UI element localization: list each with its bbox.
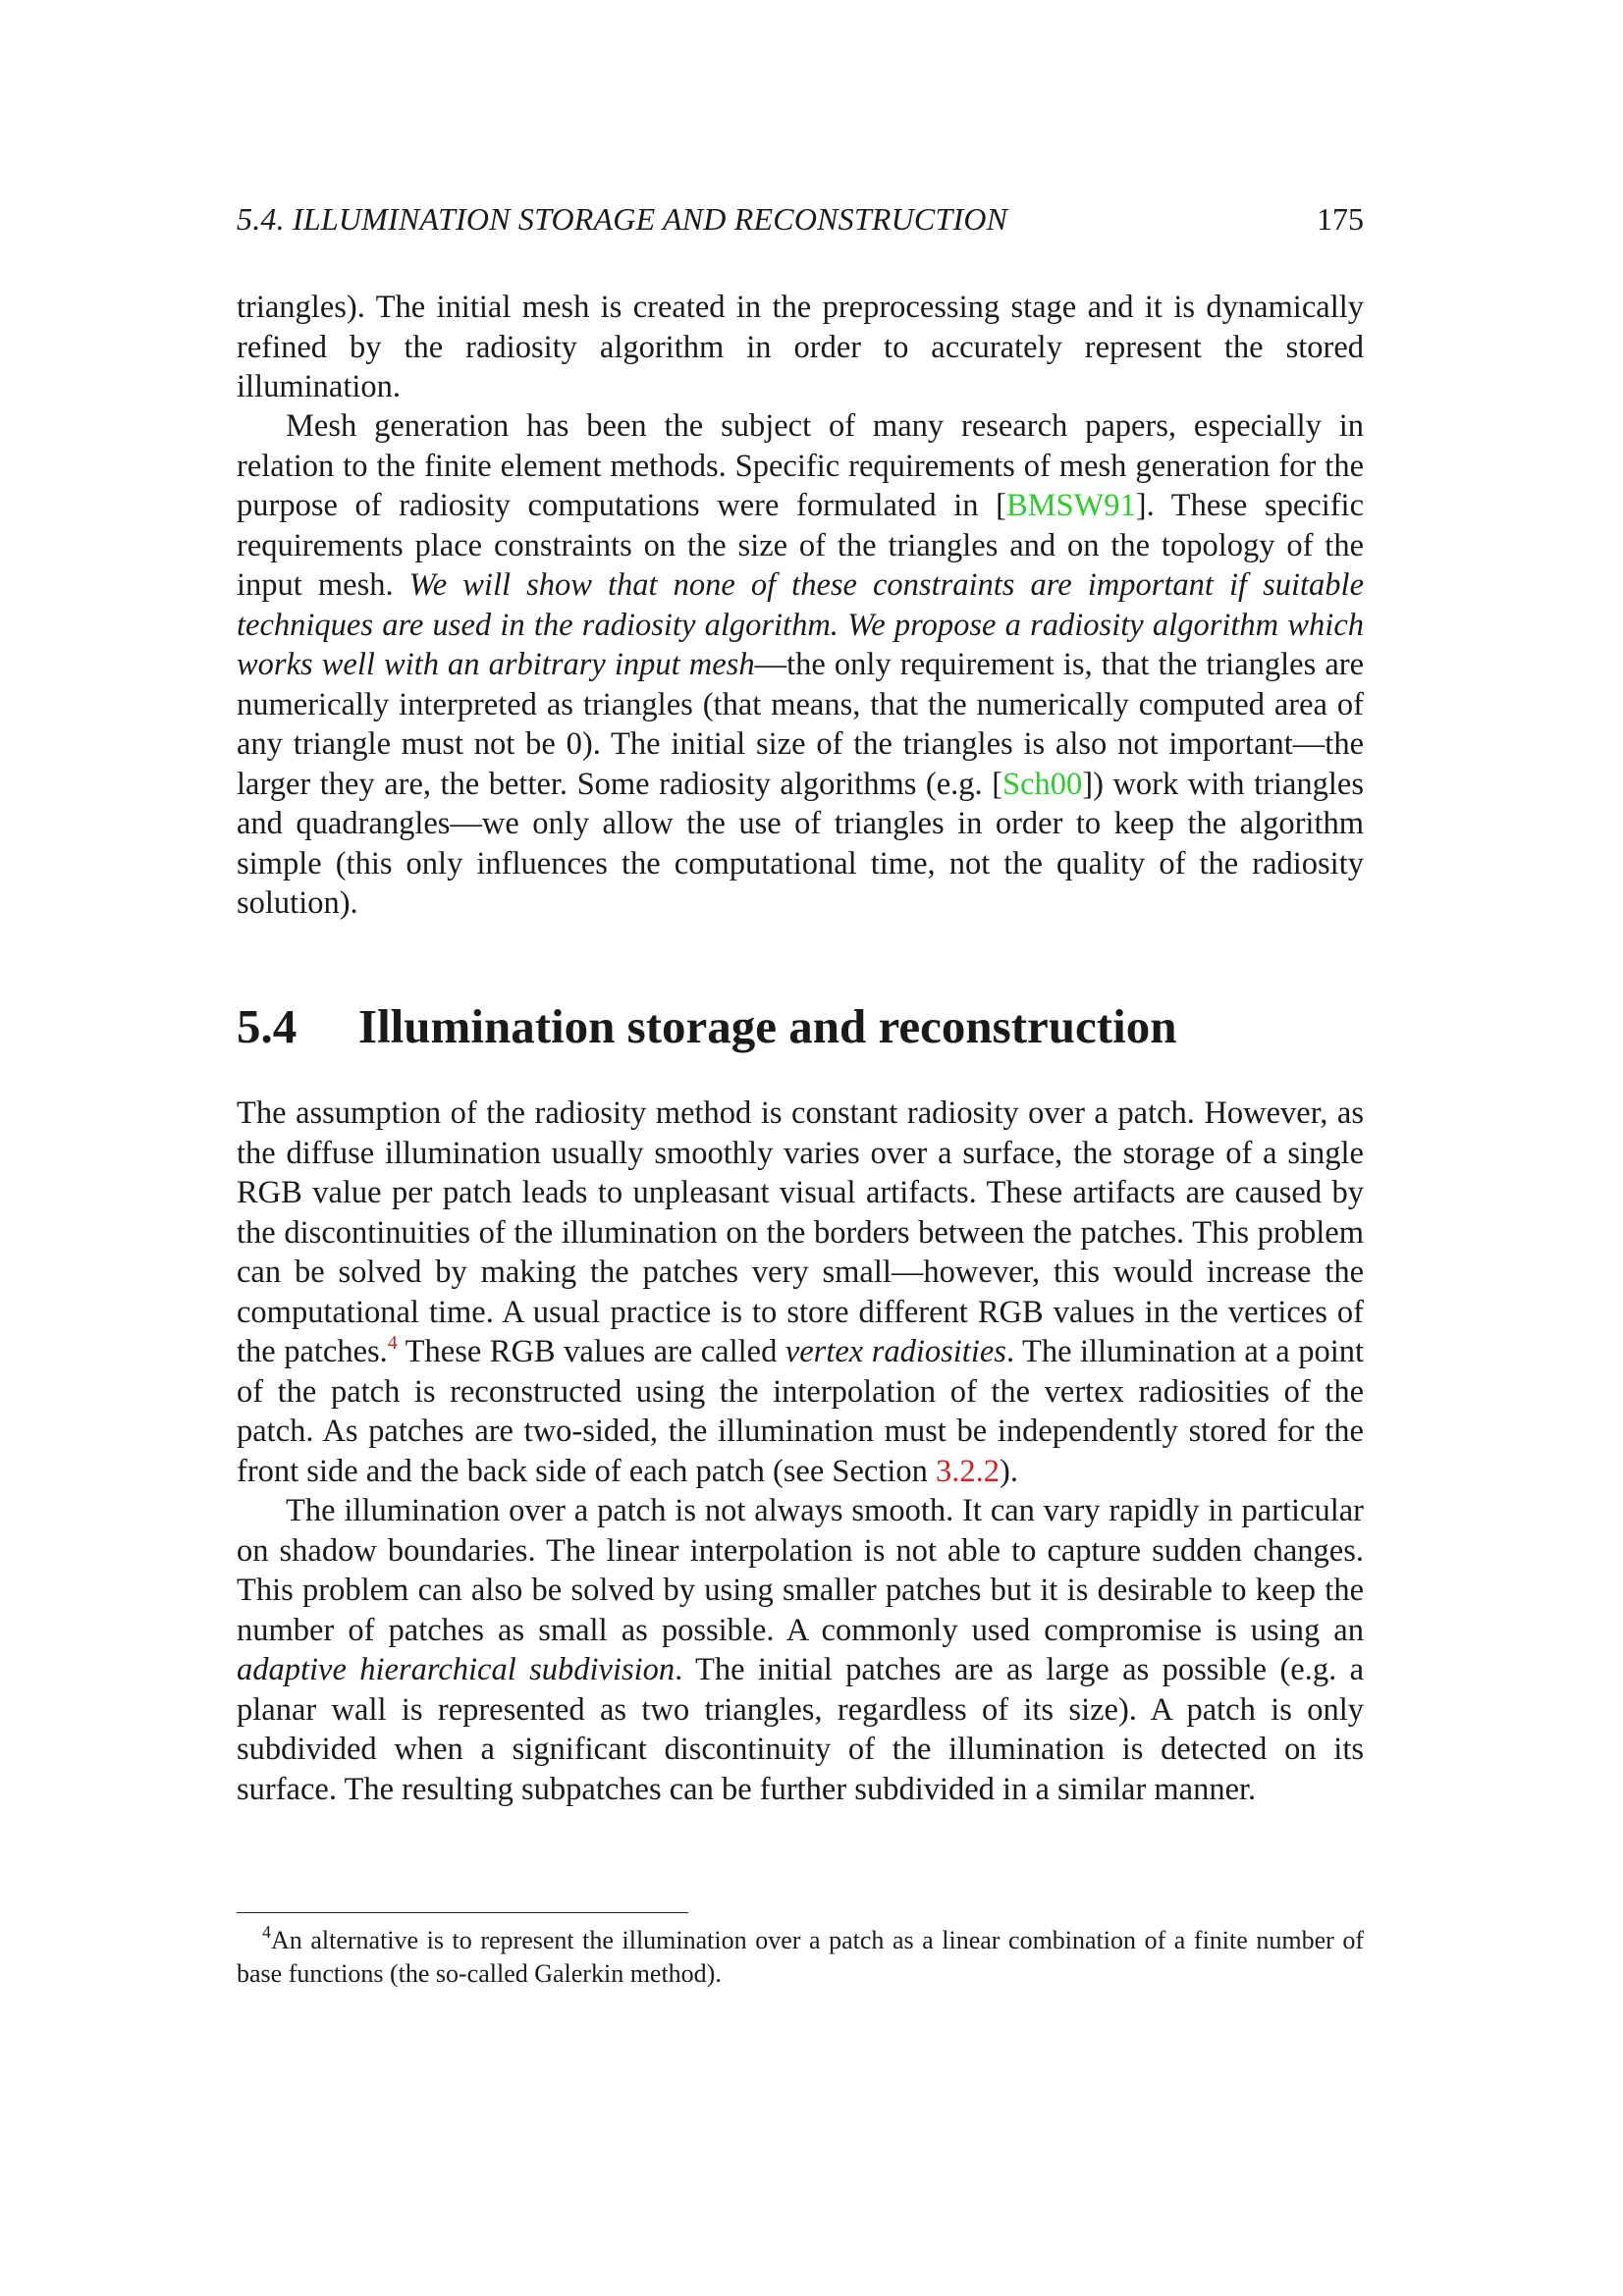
- section-3-2-2-link[interactable]: 3.2.2: [936, 1453, 1001, 1489]
- section-number: 5.4: [237, 999, 298, 1053]
- running-header: [237, 197, 1364, 240]
- paragraph-1-text: triangles). The initial mesh is created in the preprocessing stage and it is dynamically refined by the radiosity algorithm in order to accurately represent the stored illumination.: [237, 290, 1364, 404]
- section-title: Illumination storage and reconstruction: [358, 999, 1177, 1053]
- para4-text-1: The illumination over a patch is not always smooth. It can vary rapidly in particular on shadow boundaries. The linear interpolation is not able to capture sudden changes. This problem can also be solved by using smaller patches but it is desirable to keep the number of patches as small as possible. A commonly used compromise is using an: [237, 1493, 1364, 1648]
- running-title: 5.4. ILLUMINATION STORAGE AND RECONSTRUCTION: [237, 201, 1008, 237]
- para3-text-1: The assumption of the radiosity method is constant radiosity over a patch. However, as the diffuse illumination usually smoothly varies over a surface, the storage of a single RGB value per patch leads to unpleasant visual artifacts. These artifacts are caused by the discontinuities of the illumination on the borders between the patches. This problem can be solved by making the patches very small—however, this would increase the computational time. A usual practice is to store different RGB values in the vertices of the patches.: [237, 1095, 1364, 1369]
- para2-emphasis: We will show that none of these constraints are important if suitable techniques are used in the radiosity algorithm. We propose a radiosity algorithm which works well with an arbitrary input mesh: [237, 567, 1364, 682]
- page-number: 175: [1317, 201, 1364, 237]
- para4-emphasis: adaptive hierarchical subdivision: [237, 1652, 676, 1687]
- paragraph-continuation: [237, 288, 1364, 407]
- para2-text-1: Mesh generation has been the subject of many research papers, especially in relation to the finite element methods. Specific requirements of mesh generation for the purpose of radiosity computations were formulated in [: [237, 408, 1364, 523]
- paragraph-radiosity-assumption: [237, 1094, 1364, 1809]
- para2-text-3: —the only requirement is, that the triangles are numerically interpreted as triangles (that means, that the numerically computed area of any triangle must not be 0). The initial size of the triangles is also not important—the larger they are, the better. Some radiosity algorithms (e.g. [: [237, 647, 1364, 802]
- para3-text-4: ).: [1000, 1453, 1018, 1489]
- citation-bmsw91-link[interactable]: BMSW91: [1005, 488, 1136, 523]
- footnote-divider: [237, 1912, 688, 1913]
- para2-text-4: ]) work with triangles and quadrangles—we only allow the use of triangles in order to keep the algorithm simple (this only influences the computational time, not the quality of the radiosity solution).: [237, 766, 1364, 921]
- footnote-text: An alternative is to represent the illumination over a patch as a linear combination of a finite number of base functions (the so-called Galerkin method).: [237, 1926, 1364, 1988]
- citation-sch00-link[interactable]: Sch00: [1002, 766, 1083, 802]
- para3-emphasis: vertex radiosities: [784, 1334, 1006, 1369]
- footnote-number: 4: [262, 1922, 271, 1942]
- para3-text-3: . The illumination at a point of the patch is reconstructed using the interpolation of the vertex radiosities of the patch. As patches are two-sided, the illumination must be independently stored for the front side and the back side of each patch (see Section: [237, 1334, 1365, 1489]
- para2-text-2: ]. These specific requirements place constraints on the size of the triangles and on the topology of the input mesh.: [237, 488, 1365, 603]
- paragraph-mesh-generation: [237, 406, 1364, 924]
- footnote-4-marker[interactable]: 4: [387, 1332, 398, 1354]
- footnote: [237, 1924, 1364, 1991]
- para4-text-2: . The initial patches are as large as possible (e.g. a planar wall is represented as two triangles, regardless of its size). A patch is only subdivided when a significant discontinuity of the illumination is detected on its surface. The resulting subpatches can be further subdivided in a similar manner.: [237, 1652, 1365, 1807]
- para3-text-2: These RGB values are called: [397, 1334, 785, 1369]
- section-heading: [237, 997, 1364, 1056]
